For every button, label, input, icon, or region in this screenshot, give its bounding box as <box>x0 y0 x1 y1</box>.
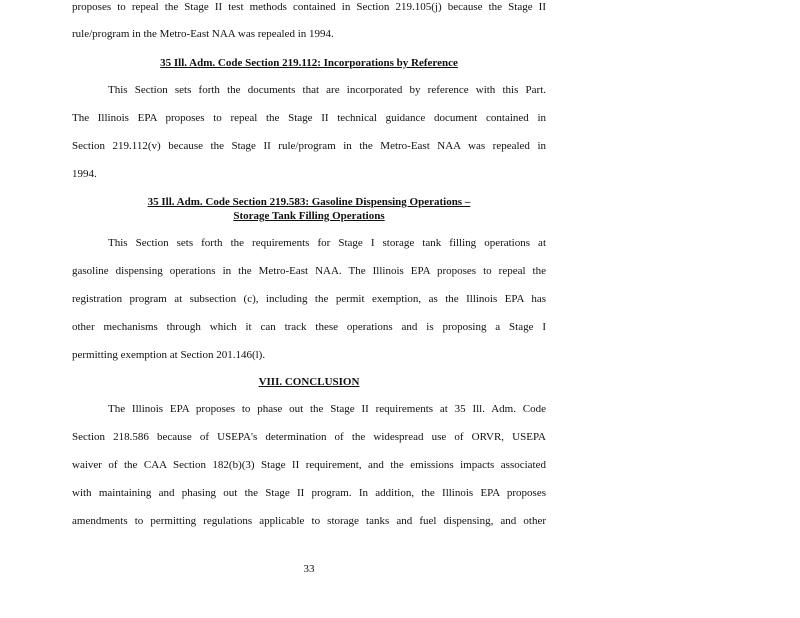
paragraph-line: The Illinois EPA proposes to phase out the Stage II requirements at 35 Ill. Adm. Code <box>108 403 546 415</box>
paragraph-line: proposes to repeal the Stage II test methods contained in Section 219.105(j) because the Stage II <box>72 1 546 13</box>
page-number: 33 <box>303 563 315 575</box>
section-heading-conclusion: VIII. CONCLUSION <box>258 376 360 388</box>
paragraph-line: with maintaining and phasing out the Stage II program. In addition, the Illinois EPA proposes <box>72 487 546 499</box>
paragraph-line: This Section sets forth the requirements for Stage I storage tank filling operations at <box>108 237 546 249</box>
paragraph-line: The Illinois EPA proposes to repeal the Stage II technical guidance document contained in <box>72 112 546 124</box>
paragraph-line: waiver of the CAA Section 182(b)(3) Stage II requirement, and the emissions impacts associated <box>72 459 546 471</box>
paragraph-line: Section 218.586 because of USEPA's determination of the widespread use of ORVR, USEPA <box>72 431 546 443</box>
paragraph-line: amendments to permitting regulations applicable to storage tanks and fuel dispensing, and other <box>72 515 546 527</box>
paragraph-line: other mechanisms through which it can track these operations and is proposing a Stage I <box>72 321 546 333</box>
paragraph-line: registration program at subsection (c), including the permit exemption, as the Illinois EPA has <box>72 293 546 305</box>
section-heading-219-112: 35 Ill. Adm. Code Section 219.112: Incorporations by Reference <box>160 57 458 69</box>
section-heading-219-583-line1: 35 Ill. Adm. Code Section 219.583: Gasoline Dispensing Operations – <box>147 196 471 208</box>
paragraph-line: 1994. <box>72 168 97 180</box>
section-heading-219-583-line2: Storage Tank Filling Operations <box>233 210 385 222</box>
paragraph-line: permitting exemption at Section 201.146(l). <box>72 349 266 361</box>
document-page <box>72 0 546 618</box>
paragraph-line: Section 219.112(v) because the Stage II rule/program in the Metro-East NAA was repealed in <box>72 140 546 152</box>
paragraph-line: This Section sets forth the documents that are incorporated by reference with this Part. <box>108 84 546 96</box>
paragraph-line: rule/program in the Metro-East NAA was repealed in 1994. <box>72 28 334 40</box>
paragraph-line: gasoline dispensing operations in the Metro-East NAA. The Illinois EPA proposes to repeal the <box>72 265 546 277</box>
